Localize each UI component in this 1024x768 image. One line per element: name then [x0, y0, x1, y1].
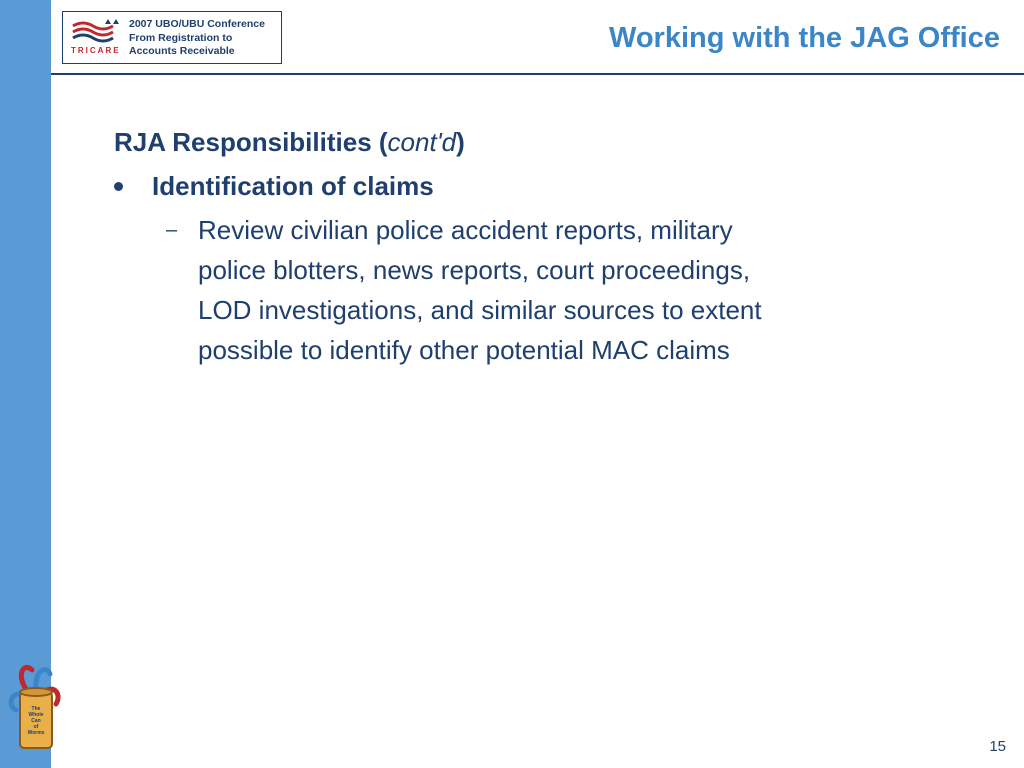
sub-bullet-text: [198, 210, 958, 370]
slide-title: Working with the JAG Office: [609, 22, 1000, 54]
sub-bullet-dash: –: [166, 219, 178, 241]
heading-main: RJA Responsibilities: [114, 127, 372, 157]
sub-bullet-line: LOD investigations, and similar sources to extent: [198, 295, 762, 325]
sub-bullet-line: police blotters, news reports, court proceedings,: [198, 255, 751, 285]
heading-paren-open: (: [371, 127, 388, 157]
sub-bullet-item: [114, 210, 958, 370]
sub-bullet-line: Review civilian police accident reports, military: [198, 215, 733, 245]
heading-contd: cont'd: [387, 127, 457, 157]
heading-paren-close: ): [456, 127, 465, 157]
can-of-worms-icon: [6, 654, 66, 754]
logo-line: From Registration to: [129, 31, 233, 44]
page-number: 15: [989, 738, 1006, 755]
left-sidebar-band: [0, 0, 51, 768]
logo-text: [129, 18, 265, 59]
logo-line: 2007 UBO/UBU Conference: [129, 18, 265, 30]
mascot-line: Can: [31, 718, 41, 724]
bullet-dot-icon: [114, 182, 123, 191]
conference-logo: [62, 11, 282, 64]
bullet-text: Identification of claims: [152, 171, 434, 201]
slide-body: [114, 124, 994, 370]
mascot-line: Worms: [27, 730, 45, 736]
sub-bullet-line: possible to identify other potential MAC claims: [198, 335, 730, 365]
section-heading: [114, 124, 994, 160]
logo-brand-text: TRICARE: [71, 46, 121, 55]
header-divider: [51, 73, 1024, 75]
mascot-line: of: [33, 724, 39, 730]
logo-line: Accounts Receivable: [129, 45, 235, 57]
mascot-line: Whole: [28, 712, 44, 718]
tricare-logo-icon: [69, 18, 125, 58]
bullet-item: [114, 168, 994, 204]
mascot-line: The: [31, 706, 41, 712]
